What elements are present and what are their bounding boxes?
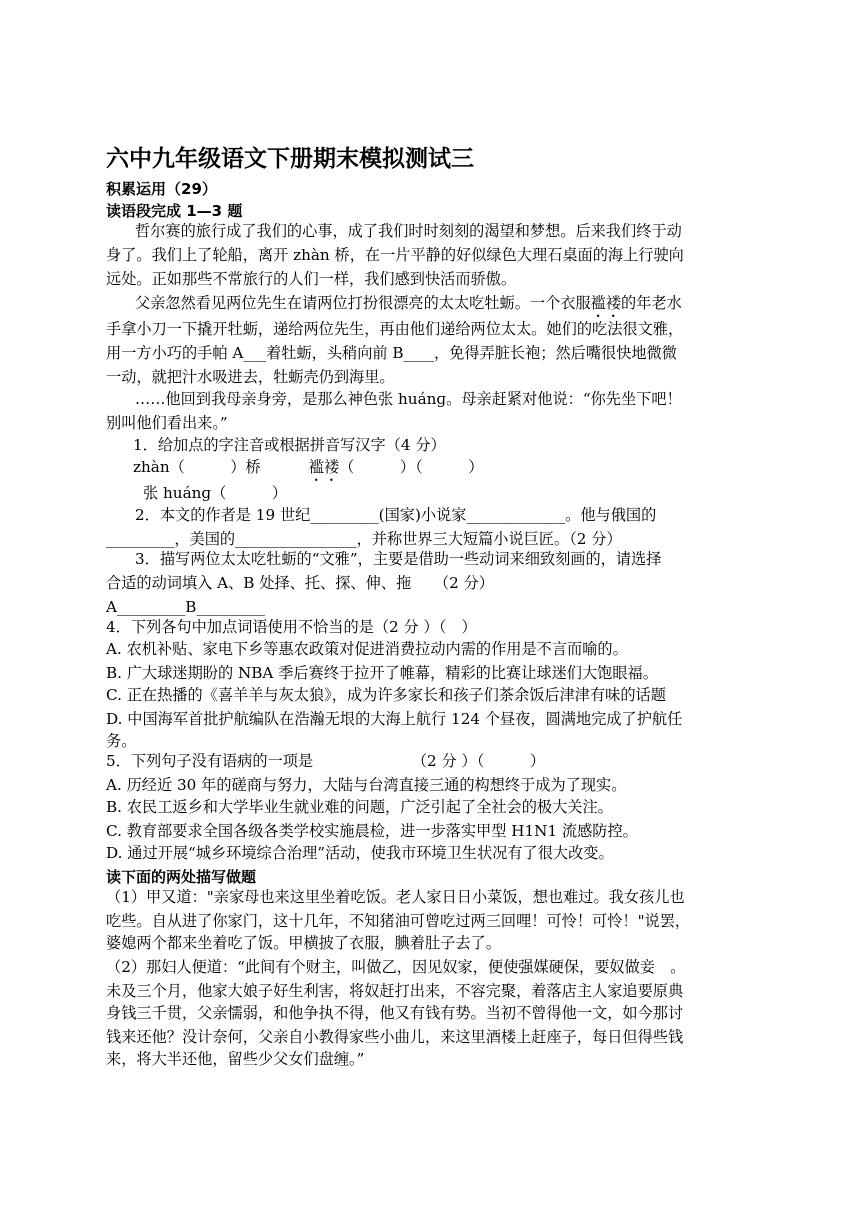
question-4-stem: 4．下列各句中加点词语使用不恰当的是（2 分 ）（ ） (106, 618, 477, 636)
section-heading-descriptions: 读下面的两处描写做题 (106, 868, 257, 886)
question-5-option: D. 通过开展“城乡环境综合治理”活动，使我市环境卫生状况有了很大改变。 (106, 844, 614, 862)
passage-2-line: 钱来还他？没计奈何，父亲自小教得家些小曲儿，来这里酒楼上赶座子，每日但得些钱 (106, 1028, 684, 1046)
pinyin-zhan-blank: zhàn（ ）桥 (133, 458, 261, 476)
question-4-option: 务。 (106, 732, 137, 750)
document-title: 六中九年级语文下册期末模拟测试三 (106, 146, 474, 172)
question-5-option: C. 教育部要求全国各级各类学校实施晨检，进一步落实甲型 H1N1 流感防控。 (106, 822, 638, 840)
passage-2-line: 来，将大半还他，留些少父女们盘缠。” (106, 1050, 365, 1068)
paragraph-3-line: 别叫他们看出来。” (106, 414, 228, 432)
paragraph-2-line: 一动，就把汁水吸进去，牡蛎壳仍到海里。 (106, 368, 395, 386)
question-2-line: 2．本文的作者是 19 世纪_________(国家)小说家_____________。他与俄国的 (135, 506, 657, 524)
question-1-stem: 1．给加点的字注音或根据拼音写汉字（4 分） (133, 436, 446, 454)
question-3-line: 合适的动词填入 A、B 处择、托、探、伸、拖 （2 分） (106, 574, 494, 592)
paragraph-2-line: 用一方小巧的手帕 A___着牡蛎，头稍向前 B____，免得弄脏长袍；然后嘴很快地微微 (106, 344, 677, 362)
section-subheading-reading: 读语段完成 1—3 题 (106, 202, 243, 220)
section-heading-accumulation: 积累运用（29） (106, 180, 217, 198)
passage-1-line: 吃些。自从进了你家门，这十几年，不知猪油可曾吃过两三回哩！可怜！可怜！"说罢， (106, 912, 691, 930)
question-4-option: A. 农机补贴、家电下乡等惠农政策对促进消费拉动内需的作用是不言而喻的。 (106, 640, 628, 658)
passage-1-line: 婆媳两个都来坐着吃了饭。甲横披了衣服，腆着肚子去了。 (106, 934, 501, 952)
question-1-row (133, 456, 483, 485)
question-5-stem: 5．下列句子没有语病的一项是 （2 分 ）（ ） (106, 752, 546, 770)
question-2-line: _________，美国的________________，并称世界三大短篇小说巨匠。（2 分） (106, 530, 622, 548)
dotted-word: 褴褛 (308, 458, 340, 476)
paragraph-2-line (135, 292, 682, 321)
paragraph-2-text: 父亲忽然看见两位先生在请两位打扮很漂亮的太太吃牡蛎。一个衣服 (135, 294, 591, 312)
dotted-word: 褴褛 (590, 294, 621, 312)
passage-2-line: 身钱三千贯，父亲懦弱，和他争执不得，他又有钱有势。当初不曾得他一文，如今那讨 (106, 1004, 684, 1022)
question-4-option: C. 正在热播的《喜羊羊与灰太狼》，成为许多家长和孩子们茶余饭后津津有味的话题 (106, 686, 666, 704)
paragraph-2-text: 的年老水 (621, 294, 682, 312)
paragraph-3-line: ……他回到我母亲身旁，是那么神色张 huánɡ。母亲赶紧对他说：“你先坐下吧！ (135, 390, 682, 408)
question-3-line: 3．描写两位太太吃牡蛎的“文雅”，主要是借助一些动词来细致刻画的，请选择 (135, 550, 662, 568)
passage-2-line: （2）那妇人便道：“此间有个财主，叫做乙，因见奴家，便使强媒硬保，要奴做妾 。 (106, 958, 686, 976)
question-1-row: 张 huánɡ（ ） (143, 484, 288, 502)
paragraph-1-line: 身了。我们上了轮船，离开 zhàn 桥，在一片平静的好似绿色大理石桌面的海上行驶向 (106, 246, 684, 264)
paragraph-1-line: 远处。正如那些不常旅行的人们一样，我们感到快活而骄傲。 (106, 270, 517, 288)
paragraph-1-line: 哲尔赛的旅行成了我们的心事，成了我们时时刻刻的渴望和梦想。后来我们终于动 (135, 222, 682, 240)
passage-1-line: （1）甲又道："亲家母也来这里坐着吃饭。老人家日日小菜饭，想也难过。我女孩儿也 (106, 888, 685, 906)
question-5-option: B. 农民工返乡和大学毕业生就业难的问题，广泛引起了全社会的极大关注。 (106, 798, 613, 816)
paragraph-2-line: 手拿小刀一下撬开牡蛎，递给两位先生，再由他们递给两位太太。她们的吃法很文雅， (106, 320, 684, 338)
question-3-answer-blanks: A_________B_________ (106, 598, 265, 616)
pinyin-blanks: （ ）（ ） (339, 458, 484, 476)
passage-2-line: 未及三个月，他家大娘子好生利害，将奴赶打出来，不容完聚，着落店主人家追要原典 (106, 982, 684, 1000)
question-4-option: B. 广大球迷期盼的 NBA 季后赛终于拉开了帷幕，精彩的比赛让球迷们大饱眼福。 (106, 664, 658, 682)
question-4-option: D. 中国海军首批护航编队在浩瀚无垠的大海上航行 124 个昼夜，圆满地完成了护航任 (106, 710, 683, 728)
question-5-option: A. 历经近 30 年的磋商与努力，大陆与台湾直接三通的构想终于成为了现实。 (106, 776, 627, 794)
